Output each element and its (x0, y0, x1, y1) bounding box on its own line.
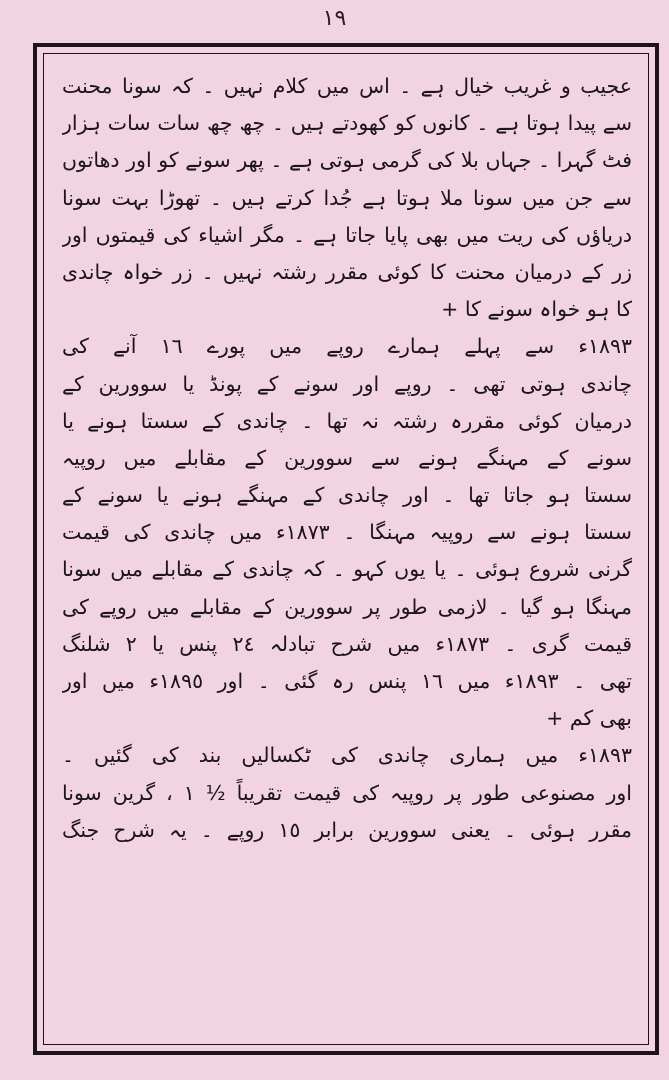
text-line: گرنی شروع ہوئی ۔ یا یوں کہو ۔ کہ چاندی کے مقابلے میں سونا (62, 557, 632, 582)
paragraph (62, 737, 632, 849)
text-line: ١٨٩٣ء سے پہلے ہمارے روپے میں پورے ١٦ آنے کی (62, 334, 632, 359)
text-line: زر کے درمیان محنت کا کوئی مقرر رشتہ نہیں ۔ زر خواہ چاندی (62, 259, 632, 284)
text-line: قیمت گری ۔ ١٨٧٣ء میں شرح تبادلہ ٢٤ پنس یا ٢ شلنگ (62, 631, 632, 656)
paragraph (62, 328, 632, 737)
text-line: عجیب و غریب خیال ہے ۔ اس میں کلام نہیں ۔ کہ سونا محنت (62, 74, 632, 98)
text-line: سستا ہونے سے روپیہ مہنگا ۔ ١٨٧٣ء میں چاندی کی قیمت (62, 520, 632, 545)
text-line: سستا ہو جاتا تھا ۔ اور چاندی کے مہنگے ہونے یا سونے کے (62, 483, 632, 508)
text-line: تھی ۔ ١٨٩٣ء میں ١٦ پنس رہ گئی ۔ اور ١٨٩٥ء میں اور (62, 669, 632, 693)
text-line: ١٨٩٣ء میں ہماری چاندی کی ٹکسالیں بند کی گئیں ۔ (62, 743, 632, 768)
text-line: اور مصنوعی طور پر روپیہ کی قیمت تقریباً ½ ١ ، گرین سونا (62, 780, 632, 805)
text-line: کا ہو خواہ سونے کا + (441, 297, 632, 322)
text-line: سے پیدا ہوتا ہے ۔ کانوں کو کھودتے ہیں ۔ چھ چھ سات سات ہزار (62, 111, 632, 136)
text-line: سے جن میں سونا ملا ہوتا ہے جُدا کرتے ہیں ۔ تھوڑا بہت سونا (62, 185, 632, 210)
page-text-body (62, 68, 632, 1038)
text-line: بھی کم + (546, 706, 632, 731)
text-line: مہنگا ہو گیا ۔ لازمی طور پر سوورین کے مقابلے میں روپے کی (62, 594, 632, 619)
text-line: چاندی ہوتی تھی ۔ روپے اور سونے کے پونڈ یا سوورین کے (62, 371, 632, 396)
paragraph (62, 68, 632, 328)
text-line: درمیان کوئی مقررہ رشتہ نہ تھا ۔ چاندی کے سستا ہونے یا (62, 408, 632, 433)
text-line: سونے کے مہنگے ہونے سے سوورین کے مقابلے میں روپیہ (62, 445, 632, 470)
text-line: دریاؤں کی ریت میں بھی پایا جاتا ہے ۔ مگر اشیاء کی قیمتوں اور (62, 222, 632, 247)
text-line: فٹ گہرا ۔ جہاں بلا کی گرمی ہوتی ہے ۔ پھر سونے کو اور دھاتوں (62, 148, 632, 173)
text-line: مقرر ہوئی ۔ یعنی سوورین برابر ١٥ روپے ۔ یہ شرح جنگ (62, 817, 632, 842)
page-number: ١٩ (322, 6, 347, 31)
